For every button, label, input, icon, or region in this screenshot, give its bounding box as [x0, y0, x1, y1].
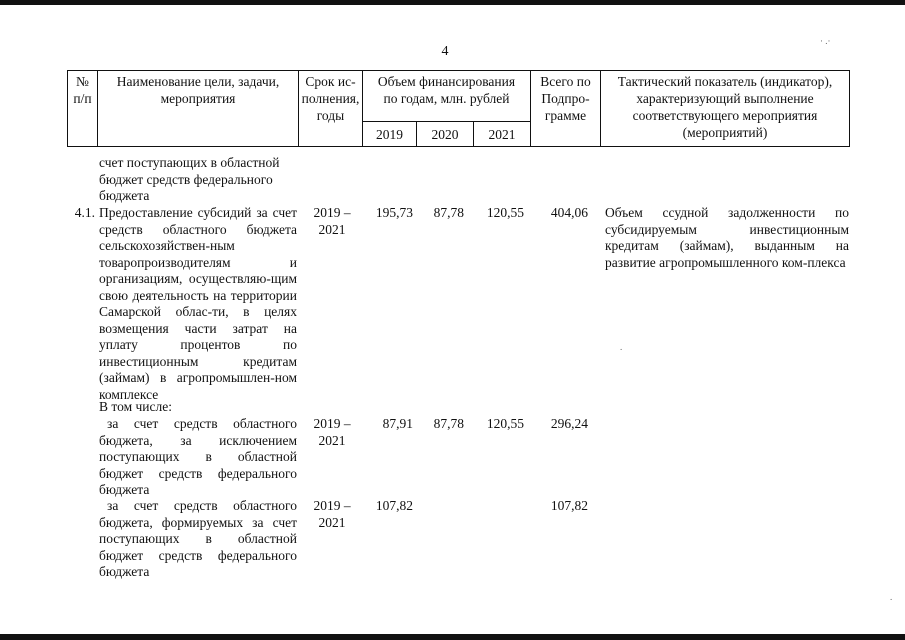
- sub1-name: за счет средств областного бюджета, за исключением поступающих в областной бюджет средств федерального бюджета: [99, 416, 297, 497]
- table-header: [67, 70, 850, 147]
- header-year-2020: 2020: [417, 122, 474, 147]
- item-indicator: Объем ссудной задолженности по субсидируемым инвестиционным кредитам (займам), выданным на развитие агропромышленного ком-плекса: [605, 205, 849, 270]
- sub1-value-2021: 120,55: [486, 416, 524, 431]
- bottom-scan-border: [0, 634, 905, 640]
- sub2-value-2019: 107,82: [375, 498, 413, 513]
- sub1-value-2020: 87,78: [433, 416, 464, 431]
- sub1-value-2019: 87,91: [382, 416, 413, 431]
- item-number: 4.1.: [74, 205, 95, 220]
- header-indicator: Тактический показатель (индикатор), характеризующий выполнение соответствующего мероприятия (мероприятий): [601, 71, 850, 147]
- sub1-term: 2019 – 2021: [313, 416, 351, 448]
- header-term: Срок ис- полнения, годы: [299, 71, 363, 147]
- item-value-2020: 87,78: [433, 205, 464, 220]
- scan-speck: .: [890, 592, 893, 602]
- header-total: Всего по Подпро- грамме: [531, 71, 601, 147]
- sub2-name: за счет средств областного бюджета, формируемых за счет поступающих в областной бюджет средств федерального бюджета: [99, 498, 297, 579]
- scan-speck: .: [620, 342, 623, 352]
- sub2-term: 2019 – 2021: [313, 498, 351, 530]
- item-total: 404,06: [550, 205, 588, 220]
- page-number: 4: [441, 44, 449, 59]
- header-num: № п/п: [68, 71, 98, 147]
- scan-speck: · .·: [820, 36, 831, 46]
- top-scan-border: [0, 0, 905, 5]
- including-label: В том числе:: [99, 399, 172, 414]
- item-value-2021: 120,55: [486, 205, 524, 220]
- carry-over-name: счет поступающих в областной бюджет средств федерального бюджета: [99, 155, 280, 203]
- item-value-2019: 195,73: [375, 205, 413, 220]
- item-term: 2019 – 2021: [313, 205, 351, 237]
- sub1-total: 296,24: [550, 416, 588, 431]
- sub2-total: 107,82: [550, 498, 588, 513]
- header-name: Наименование цели, задачи, мероприятия: [98, 71, 299, 147]
- header-year-2021: 2021: [474, 122, 531, 147]
- item-name: Предоставление субсидий за счет средств областного бюджета сельскохозяйствен-ным товаропроизводителям и организациям, осуществляю-щим свою деятельность на территории Самарской облас-ти, в целях возмещения части затрат на уплату процентов по инвестиционным кредитам (займам) в агропромышлен-ном комплексе: [99, 205, 297, 402]
- header-year-2019: 2019: [363, 122, 417, 147]
- header-funding: Объем финансирования по годам, млн. рублей: [363, 71, 531, 122]
